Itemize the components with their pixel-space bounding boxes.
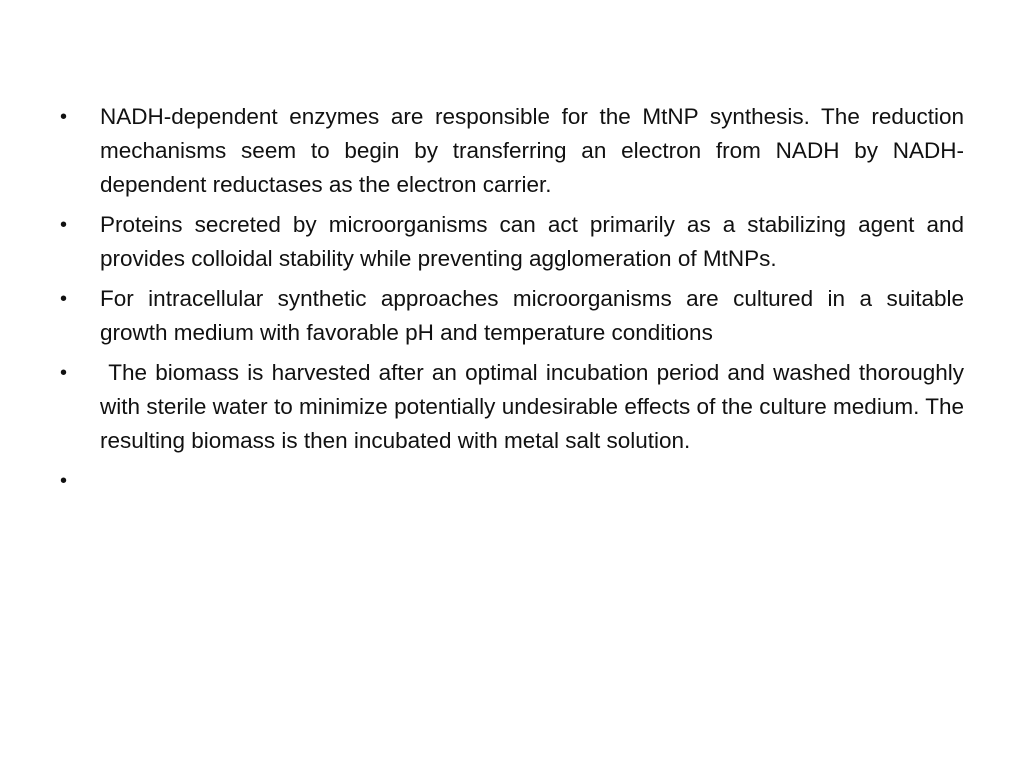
bullet-dot-icon: • xyxy=(60,214,68,236)
bullet-list xyxy=(60,100,971,504)
bullet-dot-icon: • xyxy=(60,362,68,384)
bullet-text: The biomass is harvested after an optimal incubation period and washed thoroughly with sterile water to minimize potentially undesirable effects of the culture medium. The resulting biomass is then incubated with metal salt solution. xyxy=(100,360,971,453)
bullet-text: For intracellular synthetic approaches microorganisms are cultured in a suitable growth medium with favorable pH and temperature conditions xyxy=(100,286,971,345)
bullet-item xyxy=(60,356,971,458)
bullet-dot-icon: • xyxy=(60,288,68,310)
bullet-item xyxy=(60,282,971,350)
bullet-item xyxy=(60,100,971,202)
bullet-dot-icon: • xyxy=(60,470,68,492)
bullet-item xyxy=(60,208,971,276)
bullet-dot-icon: • xyxy=(60,106,68,128)
bullet-text: NADH-dependent enzymes are responsible for the MtNP synthesis. The reduction mechanisms seem to begin by transferring an electron from NADH by NADH-dependent reductases as the electron carrier. xyxy=(100,104,971,197)
bullet-text: Proteins secreted by microorganisms can act primarily as a stabilizing agent and provides colloidal stability while preventing agglomeration of MtNPs. xyxy=(100,212,971,271)
bullet-item-empty xyxy=(60,464,964,498)
